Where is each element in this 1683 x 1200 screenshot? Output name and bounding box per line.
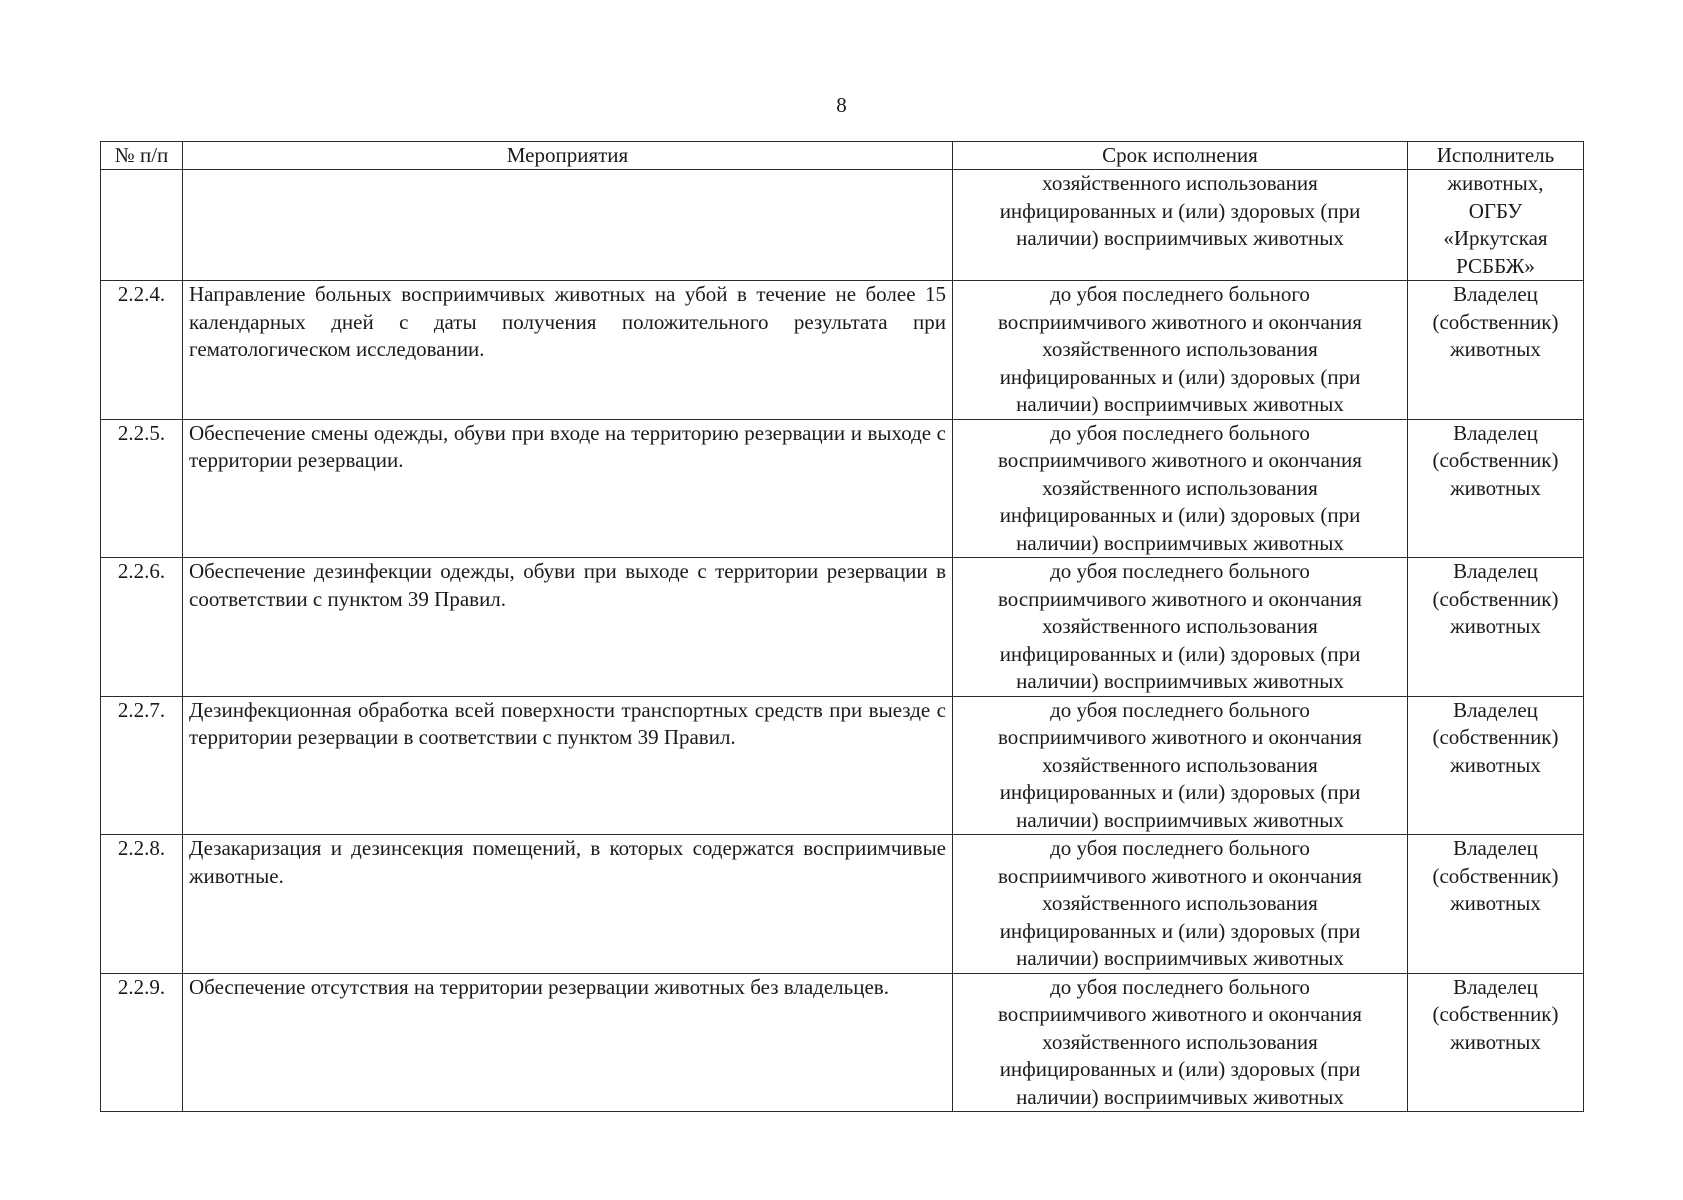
table-row [101,973,1584,1112]
cell-activity [183,558,953,697]
executor-line: животных [1450,614,1541,638]
table-row [101,419,1584,558]
executor-line: (собственник) [1432,863,1559,888]
activity-text: Обеспечение отсутствия на территории резервации животных без владельцев. [189,974,889,999]
executor-line: (собственник) [1432,309,1559,334]
measures-table [100,141,1584,1112]
header-activity: Мероприятия [183,142,953,170]
row-number: 2.2.9. [117,974,166,999]
table-row [101,281,1584,420]
term-line: до убоя последнего больного [1050,974,1310,999]
term-line: наличии) восприимчивых животных [1016,530,1344,555]
term-line: восприимчивого животного и окончания [998,863,1362,888]
executor-line: (собственник) [1432,586,1559,611]
executor-line: животных [1450,337,1541,361]
executor-line: (собственник) [1432,1002,1559,1026]
cell-activity [183,419,953,558]
cell-term [953,419,1408,558]
executor-line: животных [1450,475,1541,500]
term-line: наличии) восприимчивых животных [1016,669,1344,693]
activity-text: Обеспечение дезинфекции одежды, обуви при выходе с территории резервации в соответствии с пунктом 39 Правил. [189,559,946,611]
cell-executor [1408,281,1584,420]
term-line: инфицированных и (или) здоровых (при [999,198,1361,223]
term-line: инфицированных и (или) здоровых (при [999,780,1361,804]
executor-line: (собственник) [1432,725,1559,749]
term-line: восприимчивого животного и окончания [998,1002,1362,1026]
header-executor: Исполнитель [1408,142,1584,170]
term-line: наличии) восприимчивых животных [1016,226,1344,250]
cell-term [953,281,1408,420]
cell-number [101,835,183,974]
term-line: инфицированных и (или) здоровых (при [999,503,1361,527]
executor-line: животных, [1447,171,1544,195]
cell-term [953,170,1408,281]
table-row [101,696,1584,835]
executor-line: РСББЖ» [1456,253,1535,278]
cell-activity [183,973,953,1112]
cell-executor [1408,835,1584,974]
header-number: № п/п [101,142,183,170]
term-line: инфицированных и (или) здоровых (при [999,641,1361,666]
executor-line: Владелец [1453,420,1538,445]
page-number: 8 [836,93,847,117]
cell-executor [1408,419,1584,558]
cell-term [953,973,1408,1112]
term-line: инфицированных и (или) здоровых (при [999,1057,1361,1081]
row-number: 2.2.4. [117,282,166,306]
term-line: до убоя последнего больного [1050,282,1310,306]
cell-executor [1408,973,1584,1112]
term-line: хозяйственного использования [1042,1029,1318,1054]
term-line: наличии) восприимчивых животных [1016,807,1344,832]
term-line: восприимчивого животного и окончания [998,586,1362,611]
executor-line: животных [1450,891,1541,915]
cell-number [101,696,183,835]
cell-activity [183,835,953,974]
term-line: восприимчивого животного и окончания [998,725,1362,749]
term-line: до убоя последнего больного [1050,836,1310,860]
header-term: Срок исполнения [953,142,1408,170]
executor-line: Владелец [1453,836,1538,860]
cell-number [101,281,183,420]
activity-text: Направление больных восприимчивых животных на убой в течение не более 15 календарных дней с даты получения положительного результата при гематологическом исследовании. [189,282,946,361]
term-line: наличии) восприимчивых животных [1016,946,1344,970]
cell-number [101,419,183,558]
term-line: восприимчивого животного и окончания [998,309,1362,334]
term-line: хозяйственного использования [1042,337,1318,361]
activity-text: Обеспечение смены одежды, обуви при входе на территорию резервации и выходе с территории резервации. [189,420,946,472]
cell-executor [1408,696,1584,835]
activity-text: Дезинфекционная обработка всей поверхности транспортных средств при выезде с территории резервации в соответствии с пунктом 39 Правил. [189,697,946,749]
row-number: 2.2.7. [117,697,166,722]
row-number: 2.2.8. [117,836,166,860]
cell-number [101,973,183,1112]
executor-line: животных [1450,752,1541,777]
executor-line: Владелец [1453,697,1538,722]
term-line: до убоя последнего больного [1050,420,1310,445]
executor-line: Владелец [1453,974,1538,999]
executor-line: «Иркутская [1443,226,1548,250]
term-line: до убоя последнего больного [1050,559,1310,583]
executor-line: животных [1450,1029,1541,1054]
term-line: до убоя последнего больного [1050,697,1310,722]
cell-term [953,558,1408,697]
term-line: хозяйственного использования [1042,614,1318,638]
cell-activity [183,170,953,281]
term-line: хозяйственного использования [1042,891,1318,915]
term-line: хозяйственного использования [1042,171,1318,195]
row-number: 2.2.5. [117,420,166,445]
term-line: хозяйственного использования [1042,475,1318,500]
activity-text: Дезакаризация и дезинсекция помещений, в которых содержатся восприимчивые животные. [189,836,946,888]
cell-number [101,558,183,697]
row-number: 2.2.6. [117,559,166,583]
term-line: инфицированных и (или) здоровых (при [999,918,1361,943]
cell-number [101,170,183,281]
executor-line: (собственник) [1432,448,1559,472]
table-row [101,558,1584,697]
cell-executor [1408,558,1584,697]
executor-line: Владелец [1453,282,1538,306]
table-row [101,835,1584,974]
cell-executor [1408,170,1584,281]
executor-line: ОГБУ [1468,198,1523,223]
table-row-continuation [101,170,1584,281]
term-line: инфицированных и (или) здоровых (при [999,364,1361,389]
term-line: наличии) восприимчивых животных [1016,392,1344,416]
term-line: восприимчивого животного и окончания [998,448,1362,472]
executor-line: Владелец [1453,559,1538,583]
term-line: наличии) восприимчивых животных [1016,1084,1344,1109]
table-header-row [101,142,1584,170]
term-line: хозяйственного использования [1042,752,1318,777]
cell-activity [183,696,953,835]
cell-term [953,696,1408,835]
cell-term [953,835,1408,974]
cell-activity [183,281,953,420]
